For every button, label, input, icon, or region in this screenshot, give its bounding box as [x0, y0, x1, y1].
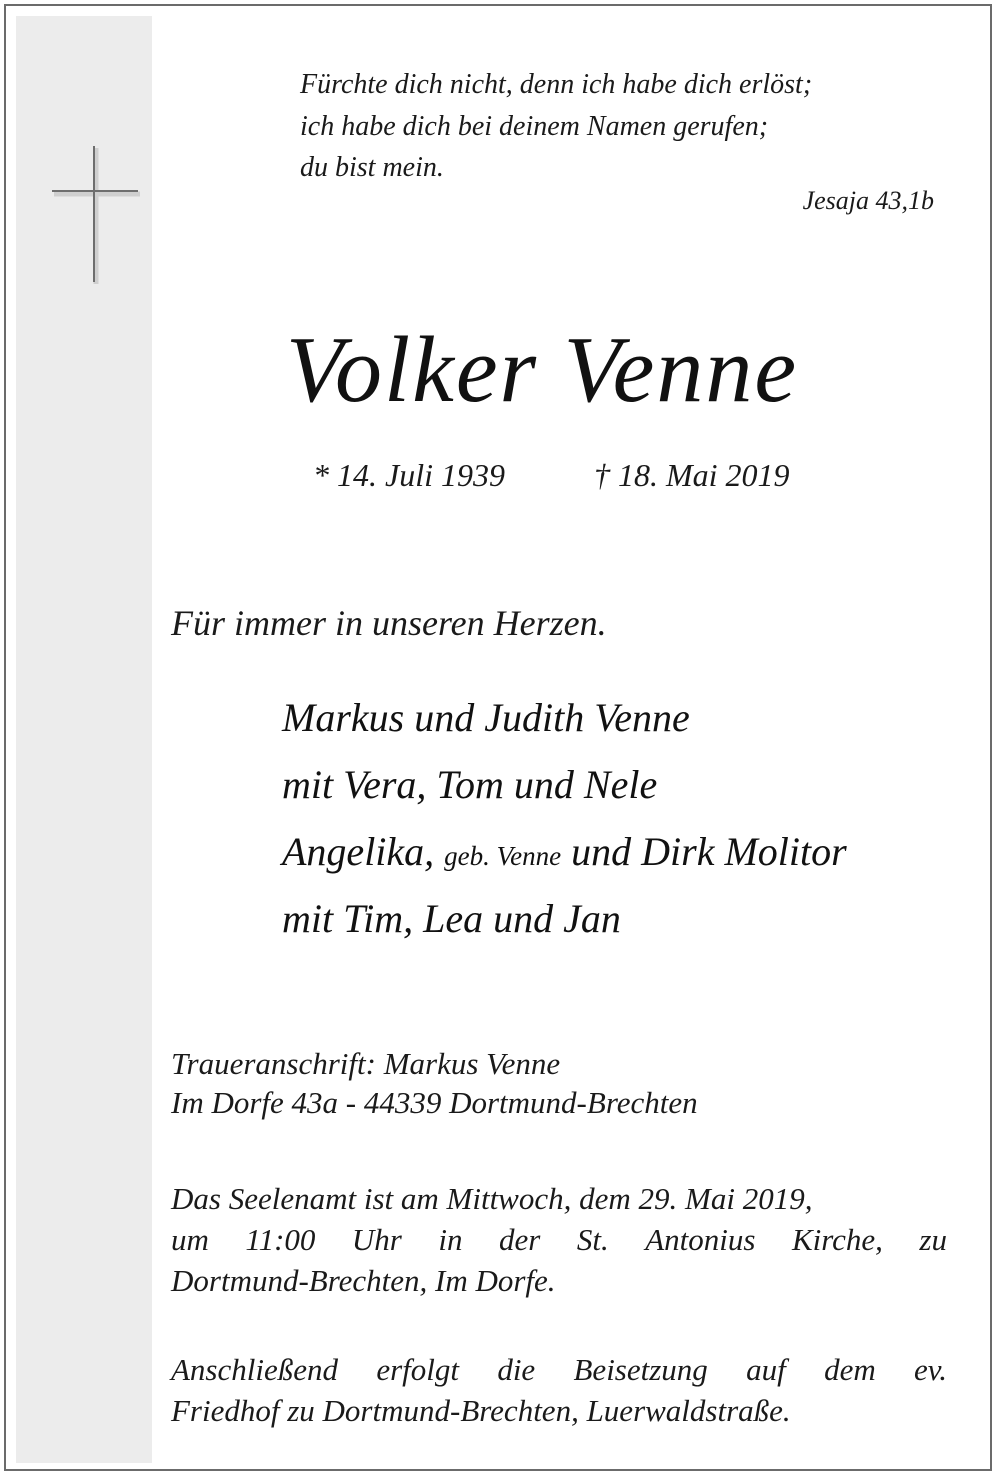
- family-line: mit Vera, Tom und Nele: [282, 762, 658, 807]
- address-line: Im Dorfe 43a - 44339 Dortmund-Brechten: [171, 1085, 698, 1120]
- word: zu: [919, 1222, 947, 1257]
- word: Beisetzung: [573, 1352, 708, 1387]
- family-line: mit Tim, Lea und Jan: [282, 896, 621, 941]
- word: in: [438, 1222, 463, 1257]
- family-name: Angelika,: [282, 829, 435, 874]
- verse-reference: Jesaja 43,1b: [802, 186, 934, 215]
- address-line: Traueranschrift: Markus Venne: [171, 1046, 561, 1081]
- verse-line: ich habe dich bei deinem Namen gerufen;: [300, 110, 769, 142]
- word: Uhr: [351, 1222, 402, 1257]
- motto: Für immer in unseren Herzen.: [171, 603, 607, 643]
- service-line: Das Seelenamt ist am Mittwoch, dem 29. Mai 2019,: [171, 1181, 813, 1216]
- family-name: und Dirk Molitor: [571, 829, 847, 874]
- word: Anschließend: [171, 1352, 339, 1387]
- word: ev.: [914, 1352, 947, 1387]
- bible-verse: [300, 64, 812, 189]
- word: die: [497, 1352, 536, 1387]
- word: um: [171, 1222, 209, 1257]
- service-line: Dortmund-Brechten, Im Dorfe.: [171, 1263, 556, 1298]
- service-info: [171, 1178, 947, 1301]
- obituary-frame: [4, 4, 992, 1471]
- word: St.: [576, 1222, 609, 1257]
- mourning-address: [171, 1044, 698, 1122]
- word: Kirche,: [791, 1222, 883, 1257]
- burial-line: Friedhof zu Dortmund-Brechten, Luerwaldstraße.: [171, 1393, 791, 1428]
- birth-date: * 14. Juli 1939: [313, 457, 505, 493]
- burial-info: [171, 1349, 947, 1431]
- verse-line: Fürchte dich nicht, denn ich habe dich erlöst;: [300, 69, 813, 100]
- word: erfolgt: [376, 1352, 459, 1387]
- burial-line: [171, 1349, 947, 1390]
- maiden-name: geb. Venne: [444, 841, 562, 871]
- left-gray-strip: [16, 16, 152, 1463]
- family-line: Markus und Judith Venne: [282, 695, 690, 740]
- deceased-name: Volker Venne: [286, 318, 799, 422]
- word: Antonius: [645, 1222, 756, 1257]
- word: der: [499, 1222, 541, 1257]
- service-line: [171, 1219, 947, 1260]
- word: 11:00: [245, 1222, 316, 1257]
- death-date: † 18. Mai 2019: [594, 457, 790, 493]
- word: dem: [824, 1352, 876, 1387]
- verse-line: du bist mein.: [300, 152, 444, 183]
- word: auf: [746, 1352, 786, 1387]
- cross-icon: [50, 144, 146, 294]
- family-line: [282, 828, 847, 875]
